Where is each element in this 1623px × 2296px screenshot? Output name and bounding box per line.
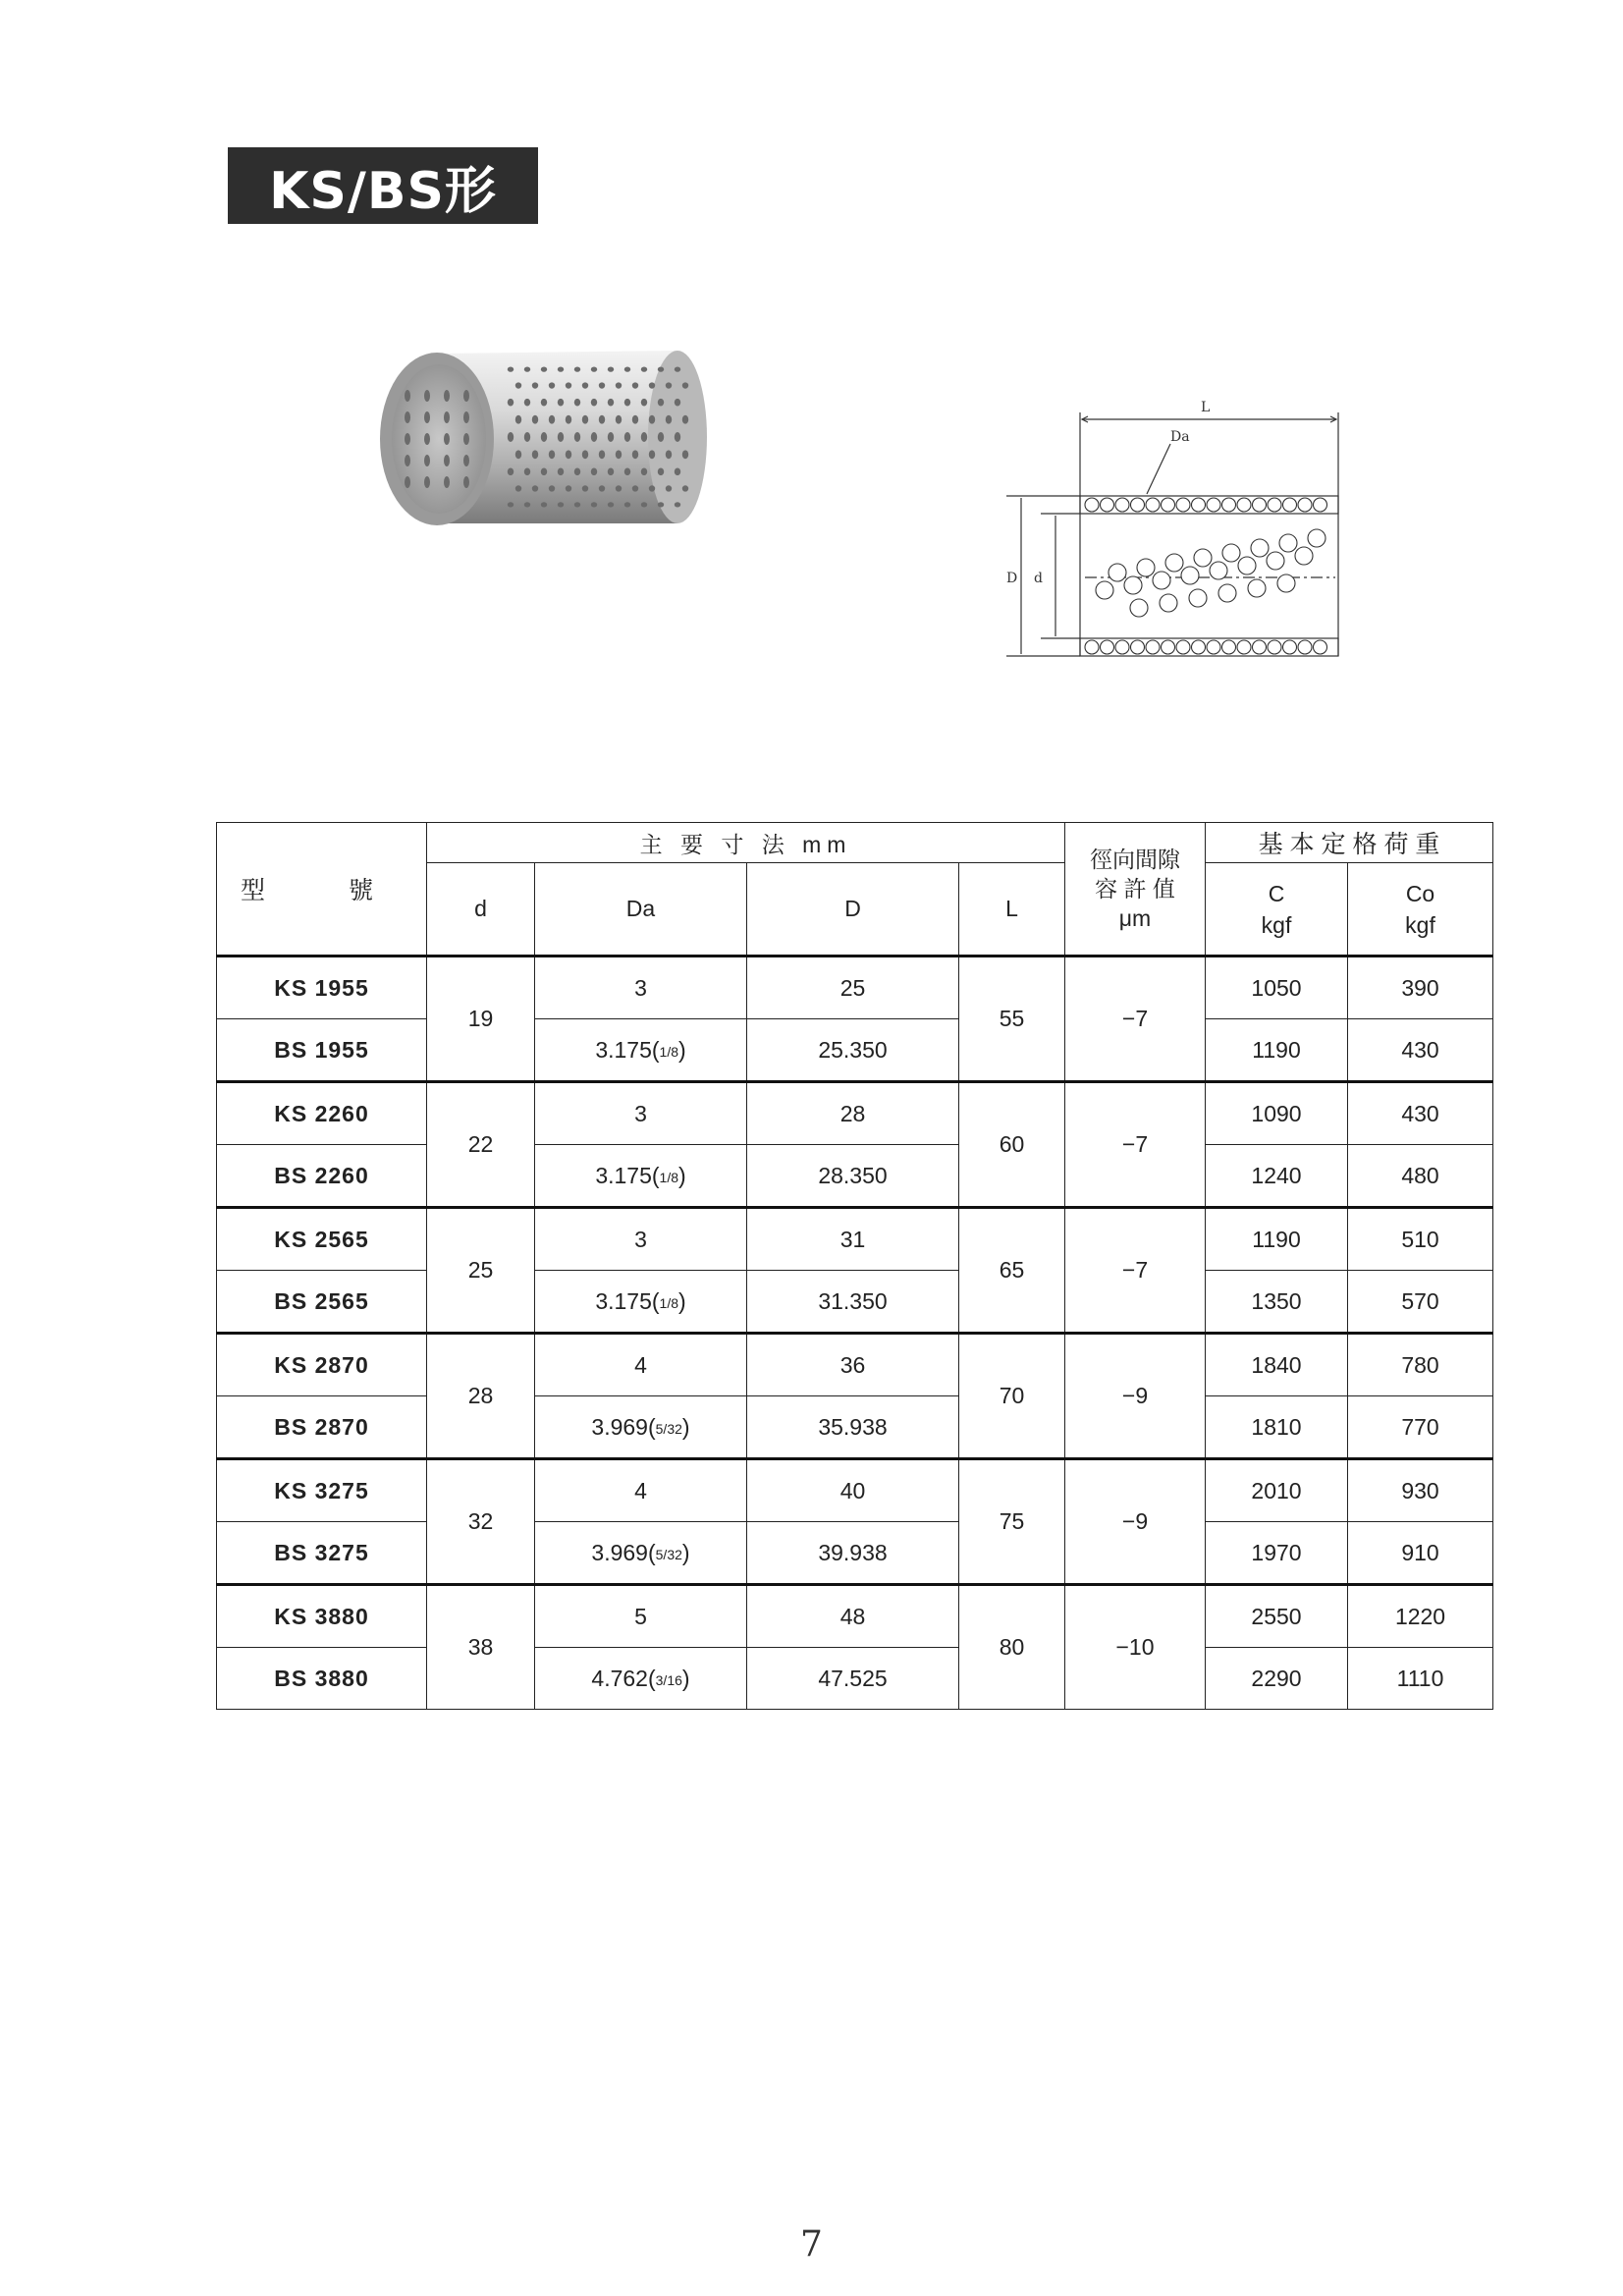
model-cell: BS 2870 [217, 1396, 427, 1459]
Co-cell: 480 [1348, 1145, 1493, 1208]
d-cell: 38 [427, 1585, 535, 1710]
D-cell: 39.938 [747, 1522, 959, 1585]
header-C [1206, 863, 1348, 957]
header-clearance [1065, 823, 1206, 957]
d-cell: 32 [427, 1459, 535, 1585]
model-cell: BS 2260 [217, 1145, 427, 1208]
Co-cell: 1220 [1348, 1585, 1493, 1648]
Co-cell: 430 [1348, 1082, 1493, 1145]
L-cell: 60 [959, 1082, 1065, 1208]
clearance-line2: 容 許 值 [1095, 876, 1175, 902]
header-Co-unit: kgf [1405, 911, 1435, 938]
Da-cell [535, 1082, 747, 1145]
model-cell: KS 2870 [217, 1334, 427, 1396]
d-cell: 22 [427, 1082, 535, 1208]
label-D: D [1006, 571, 1018, 586]
C-cell: 1240 [1206, 1145, 1348, 1208]
specification-table [216, 822, 1493, 1710]
header-D: D [747, 863, 959, 957]
model-cell: KS 3880 [217, 1585, 427, 1648]
d-cell: 19 [427, 957, 535, 1082]
D-cell: 28.350 [747, 1145, 959, 1208]
model-cell: BS 1955 [217, 1019, 427, 1082]
Da-cell [535, 1271, 747, 1334]
page-number: 7 [800, 2224, 823, 2265]
D-cell: 40 [747, 1459, 959, 1522]
d-cell: 25 [427, 1208, 535, 1334]
Da-value: 4.762( [591, 1665, 656, 1691]
table-row [217, 1145, 1493, 1208]
C-cell: 1840 [1206, 1334, 1348, 1396]
Da-close-paren: ) [678, 1287, 686, 1314]
D-cell: 47.525 [747, 1648, 959, 1710]
D-cell: 25 [747, 957, 959, 1019]
Co-cell: 770 [1348, 1396, 1493, 1459]
C-cell: 2010 [1206, 1459, 1348, 1522]
table-row [217, 1585, 1493, 1648]
clearance-cell: −10 [1065, 1585, 1206, 1710]
label-L: L [1201, 400, 1211, 415]
clearance-cell: −9 [1065, 1334, 1206, 1459]
Da-value: 3.175( [595, 1287, 660, 1314]
model-cell: BS 2565 [217, 1271, 427, 1334]
L-cell: 80 [959, 1585, 1065, 1710]
table-row [217, 1019, 1493, 1082]
Da-cell [535, 1522, 747, 1585]
clearance-cell: −7 [1065, 1208, 1206, 1334]
header-Co-label: Co [1405, 880, 1435, 906]
C-cell: 1190 [1206, 1208, 1348, 1271]
header-d: d [427, 863, 535, 957]
Da-close-paren: ) [678, 1162, 686, 1188]
C-cell: 1190 [1206, 1019, 1348, 1082]
table-row [217, 1459, 1493, 1522]
Da-value: 3.969( [591, 1413, 656, 1440]
Da-value: 3 [634, 974, 647, 1001]
header-Da: Da [535, 863, 747, 957]
clearance-line1: 徑向間隙 [1090, 847, 1181, 872]
Da-fraction: 5/32 [655, 1420, 682, 1437]
Da-fraction: 1/8 [659, 1294, 678, 1311]
D-cell: 35.938 [747, 1396, 959, 1459]
d-cell: 28 [427, 1334, 535, 1459]
Da-cell [535, 1396, 747, 1459]
D-cell: 48 [747, 1585, 959, 1648]
model-cell: KS 1955 [217, 957, 427, 1019]
model-cell: KS 2565 [217, 1208, 427, 1271]
Da-close-paren: ) [681, 1413, 690, 1440]
Da-value: 3.969( [591, 1539, 656, 1565]
header-main-dims: 主 要 寸 法 mm [427, 823, 1065, 863]
model-cell: KS 3275 [217, 1459, 427, 1522]
Da-close-paren: ) [681, 1539, 690, 1565]
Co-cell: 430 [1348, 1019, 1493, 1082]
Co-cell: 570 [1348, 1271, 1493, 1334]
L-cell: 75 [959, 1459, 1065, 1585]
D-cell: 31.350 [747, 1271, 959, 1334]
Co-cell: 930 [1348, 1459, 1493, 1522]
Da-value: 3 [634, 1100, 647, 1126]
C-cell: 2290 [1206, 1648, 1348, 1710]
C-cell: 1810 [1206, 1396, 1348, 1459]
Da-cell [535, 957, 747, 1019]
clearance-cell: −7 [1065, 1082, 1206, 1208]
table-row [217, 1522, 1493, 1585]
L-cell: 70 [959, 1334, 1065, 1459]
Da-cell [535, 1648, 747, 1710]
table-row [217, 1334, 1493, 1396]
clearance-cell: −7 [1065, 957, 1206, 1082]
ball-cage-photo [378, 339, 727, 535]
header-L: L [959, 863, 1065, 957]
Da-value: 3.175( [595, 1036, 660, 1063]
Da-value: 3 [634, 1226, 647, 1252]
Da-cell [535, 1019, 747, 1082]
table-row [217, 1208, 1493, 1271]
Co-cell: 910 [1348, 1522, 1493, 1585]
model-cell: BS 3880 [217, 1648, 427, 1710]
D-cell: 28 [747, 1082, 959, 1145]
Da-fraction: 5/32 [655, 1546, 682, 1562]
label-Da: Da [1170, 429, 1190, 445]
C-cell: 2550 [1206, 1585, 1348, 1648]
page-title: KS/BS形 [228, 147, 538, 224]
header-load: 基 本 定 格 荷 重 [1206, 823, 1493, 863]
clearance-unit: μm [1118, 905, 1152, 931]
Da-cell [535, 1208, 747, 1271]
Da-value: 3.175( [595, 1162, 660, 1188]
table-row [217, 957, 1493, 1019]
Da-cell [535, 1459, 747, 1522]
C-cell: 1090 [1206, 1082, 1348, 1145]
header-model: 型 號 [217, 823, 427, 957]
Da-cell [535, 1334, 747, 1396]
Da-close-paren: ) [681, 1665, 690, 1691]
Da-fraction: 1/8 [659, 1043, 678, 1060]
model-cell: BS 3275 [217, 1522, 427, 1585]
Da-value: 5 [634, 1603, 647, 1629]
table-row [217, 1271, 1493, 1334]
C-cell: 1350 [1206, 1271, 1348, 1334]
L-cell: 65 [959, 1208, 1065, 1334]
Da-value: 4 [634, 1351, 647, 1378]
table-row [217, 1648, 1493, 1710]
Da-fraction: 3/16 [655, 1671, 682, 1688]
C-cell: 1970 [1206, 1522, 1348, 1585]
header-C-unit: kgf [1261, 911, 1292, 938]
Co-cell: 510 [1348, 1208, 1493, 1271]
Da-fraction: 1/8 [659, 1169, 678, 1185]
clearance-cell: −9 [1065, 1459, 1206, 1585]
header-Co [1348, 863, 1493, 957]
Da-cell [535, 1585, 747, 1648]
model-cell: KS 2260 [217, 1082, 427, 1145]
Co-cell: 390 [1348, 957, 1493, 1019]
Da-close-paren: ) [678, 1036, 686, 1063]
Da-value: 4 [634, 1477, 647, 1503]
Da-cell [535, 1145, 747, 1208]
D-cell: 31 [747, 1208, 959, 1271]
D-cell: 25.350 [747, 1019, 959, 1082]
C-cell: 1050 [1206, 957, 1348, 1019]
L-cell: 55 [959, 957, 1065, 1082]
table-row [217, 1396, 1493, 1459]
header-C-label: C [1268, 880, 1285, 906]
Co-cell: 1110 [1348, 1648, 1493, 1710]
dimension-drawing [1001, 398, 1345, 668]
Co-cell: 780 [1348, 1334, 1493, 1396]
label-d: d [1034, 571, 1043, 586]
table-row [217, 1082, 1493, 1145]
D-cell: 36 [747, 1334, 959, 1396]
